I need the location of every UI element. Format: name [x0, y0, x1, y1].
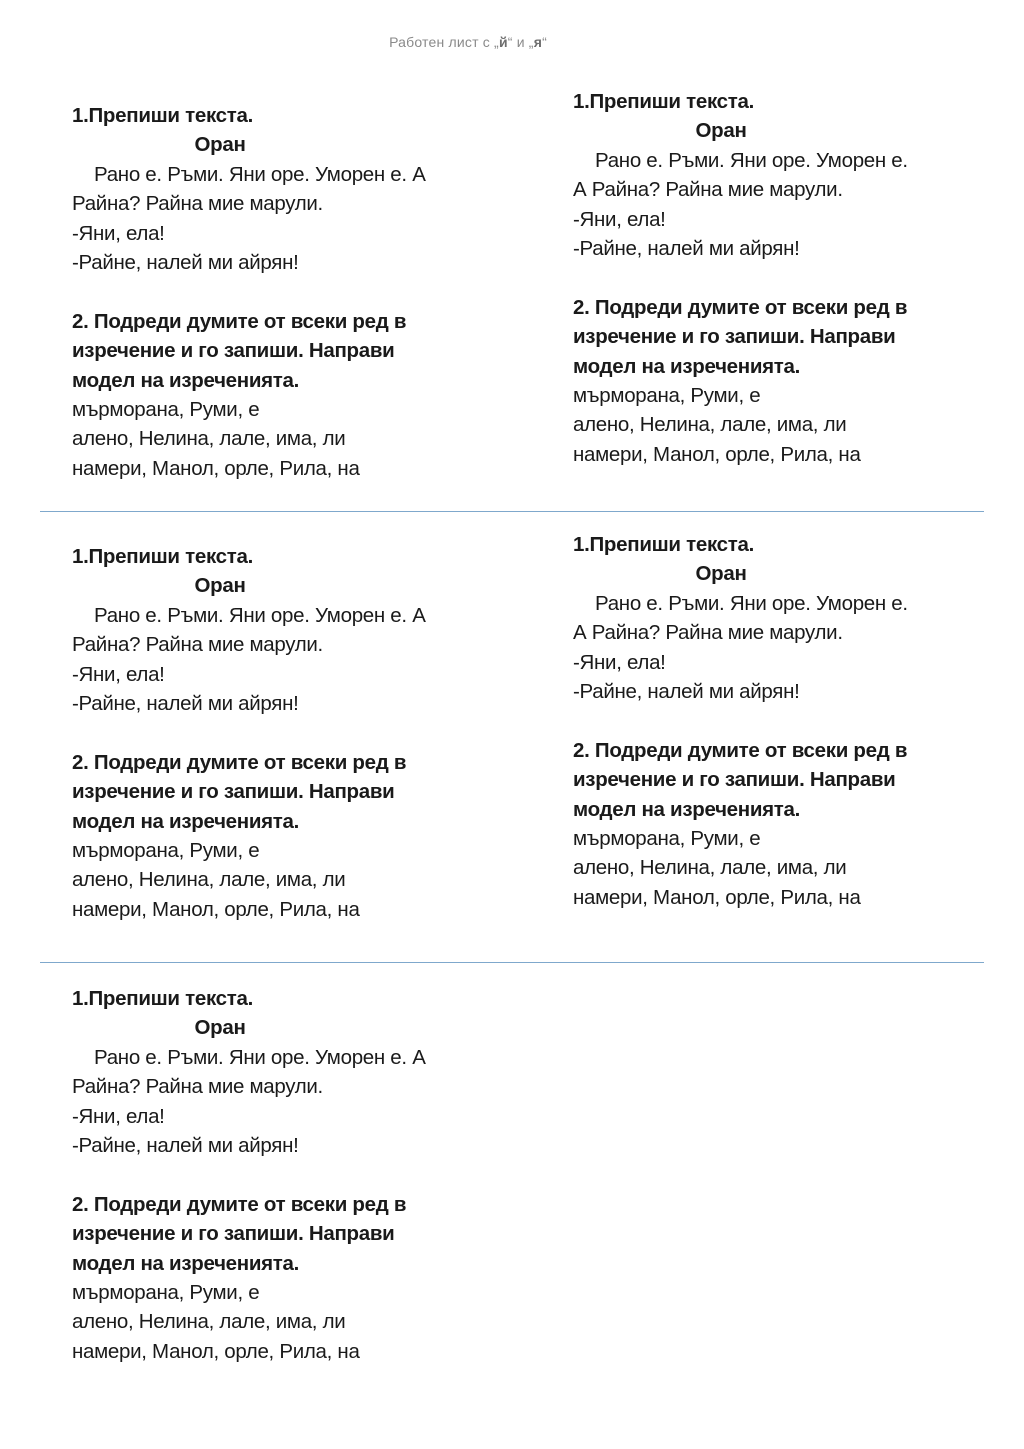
- word-row: алено, Нелина, лале, има, ли: [72, 1310, 346, 1334]
- task-2-instruction: 2. Подреди думите от всеки ред в: [573, 738, 908, 762]
- task-1-heading: 1.Препиши текста.: [573, 90, 754, 113]
- task-2-instruction: изречение и го запиши. Направи: [573, 325, 896, 349]
- story-line: -Райне, налей ми айрян!: [72, 1134, 299, 1158]
- story-line: А Райна? Райна мие марули.: [573, 178, 843, 202]
- word-row: мърморана, Руми, е: [573, 384, 761, 408]
- task-2-instruction: изречение и го запиши. Направи: [72, 780, 395, 804]
- story-line: -Яни, ела!: [573, 207, 666, 231]
- word-row: намери, Манол, орле, Рила, на: [72, 456, 360, 480]
- task-1-heading: 1.Препиши текста.: [573, 533, 754, 556]
- word-row: алено, Нелина, лале, има, ли: [72, 868, 346, 892]
- exercise-block-1: [72, 101, 482, 483]
- task-2-instruction: модел на изреченията.: [573, 354, 801, 378]
- task-2-instruction: 2. Подреди думите от всеки ред в: [72, 750, 407, 774]
- exercise-block-5: [72, 984, 482, 1366]
- story-title: Оран: [194, 1016, 246, 1040]
- task-2-instruction: изречение и го запиши. Направи: [72, 339, 395, 363]
- word-row: намери, Манол, орле, Рила, на: [573, 885, 861, 909]
- task-2-instruction: изречение и го запиши. Направи: [573, 768, 896, 792]
- story-line: -Яни, ела!: [72, 221, 165, 245]
- word-row: алено, Нелина, лале, има, ли: [573, 856, 847, 880]
- word-row: мърморана, Руми, е: [72, 839, 260, 863]
- task-2-instruction: изречение и го запиши. Направи: [72, 1222, 395, 1246]
- story-line: -Яни, ела!: [72, 662, 165, 686]
- story-line: Райна? Райна мие марули.: [72, 1075, 323, 1099]
- story-line: Рано е. Ръми. Яни оре. Уморен е.: [595, 148, 908, 172]
- word-row: мърморана, Руми, е: [72, 1281, 260, 1305]
- story-line: -Райне, налей ми айрян!: [72, 692, 299, 716]
- story-title: Оран: [194, 133, 246, 157]
- task-2-instruction: модел на изреченията.: [72, 809, 300, 833]
- story-title: Оран: [695, 562, 747, 586]
- word-row: мърморана, Руми, е: [573, 827, 761, 851]
- task-2-instruction: 2. Подреди думите от всеки ред в: [573, 295, 908, 319]
- task-2-instruction: 2. Подреди думите от всеки ред в: [72, 309, 407, 333]
- word-row: мърморана, Руми, е: [72, 398, 260, 422]
- divider-line: [40, 962, 984, 963]
- story-line: Райна? Райна мие марули.: [72, 192, 323, 216]
- story-line: Рано е. Ръми. Яни оре. Уморен е. А: [94, 1045, 426, 1069]
- story-line: Рано е. Ръми. Яни оре. Уморен е. А: [94, 162, 426, 186]
- story-line: -Яни, ела!: [72, 1104, 165, 1128]
- story-line: Рано е. Ръми. Яни оре. Уморен е. А: [94, 603, 426, 627]
- exercise-block-3: [72, 542, 482, 924]
- word-row: намери, Манол, орле, Рила, на: [72, 1339, 360, 1363]
- story-line: -Райне, налей ми айрян!: [573, 680, 800, 704]
- word-row: намери, Манол, орле, Рила, на: [573, 442, 861, 466]
- story-line: Рано е. Ръми. Яни оре. Уморен е.: [595, 591, 908, 615]
- story-title: Оран: [194, 574, 246, 598]
- divider-line: [40, 511, 984, 512]
- story-line: -Яни, ела!: [573, 650, 666, 674]
- story-line: -Райне, налей ми айрян!: [573, 237, 800, 261]
- task-1-heading: 1.Препиши текста.: [72, 545, 253, 568]
- task-2-instruction: модел на изреченията.: [573, 797, 801, 821]
- word-row: алено, Нелина, лале, има, ли: [72, 427, 346, 451]
- exercise-block-2: [573, 87, 983, 469]
- task-2-instruction: 2. Подреди думите от всеки ред в: [72, 1192, 407, 1216]
- story-line: -Райне, налей ми айрян!: [72, 251, 299, 275]
- story-line: А Райна? Райна мие марули.: [573, 621, 843, 645]
- story-title: Оран: [695, 119, 747, 143]
- task-2-instruction: модел на изреченията.: [72, 368, 300, 392]
- exercise-block-4: [573, 530, 983, 912]
- task-2-instruction: модел на изреченията.: [72, 1251, 300, 1275]
- task-1-heading: 1.Препиши текста.: [72, 104, 253, 127]
- task-1-heading: 1.Препиши текста.: [72, 987, 253, 1010]
- word-row: намери, Манол, орле, Рила, на: [72, 897, 360, 921]
- word-row: алено, Нелина, лале, има, ли: [573, 413, 847, 437]
- worksheet-header: Работен лист с „й“ и „я“: [389, 34, 547, 50]
- story-line: Райна? Райна мие марули.: [72, 633, 323, 657]
